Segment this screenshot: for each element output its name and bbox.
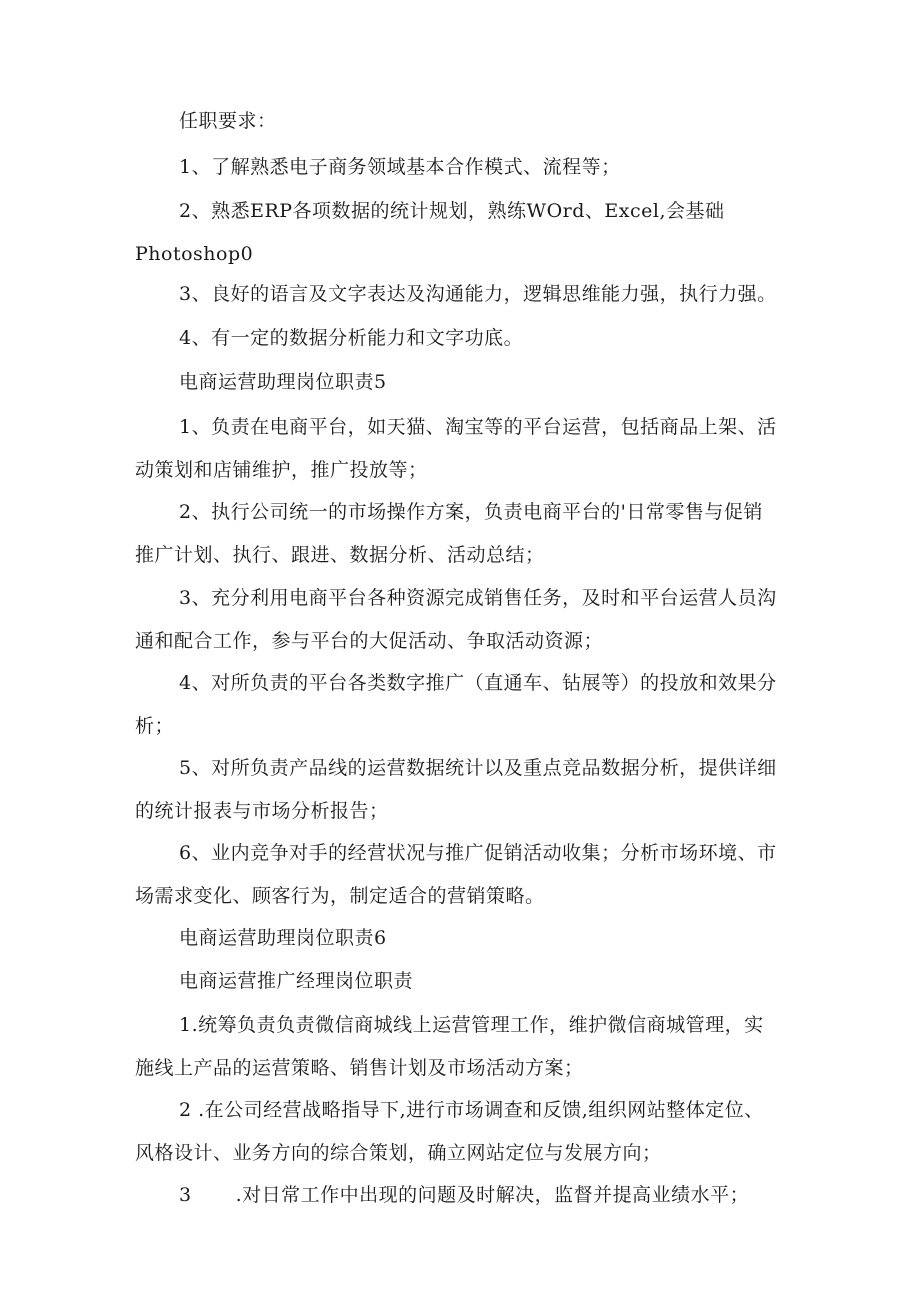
text-line: 4、对所负责的平台各类数字推广（直通车、钻展等）的投放和效果分 (179, 672, 777, 694)
text-line: 推广计划、执行、跟进、数据分析、活动总结； (135, 544, 545, 566)
item-text: .对日常工作中出现的问题及时解决，监督并提高业绩水平； (235, 1184, 750, 1206)
text-line: 的统计报表与市场分析报告； (135, 800, 389, 822)
paragraph-req-1 (135, 146, 795, 189)
paragraph-req-3 (135, 273, 795, 316)
text-line: 5、对所负责产品线的运营数据统计以及重点竞品数据分析，提供详细 (179, 757, 777, 779)
text-line: 风格设计、业务方向的综合策划，确立网站定位与发展方向； (135, 1142, 662, 1164)
text-line: 4、有一定的数据分析能力和文字功底。 (179, 327, 524, 349)
text-line: 施线上产品的运营策略、销售计划及市场活动方案； (135, 1057, 584, 1079)
text-line: 3、良好的语言及文字表达及沟通能力，逻辑思维能力强，执行力强。 (179, 283, 777, 305)
paragraph-requirements-heading (135, 100, 795, 143)
text-line: 2、熟悉ERP各项数据的统计规划，熟练WOrd、Excel,会基础 (179, 200, 725, 222)
text-line (135, 1174, 795, 1217)
text-line: Photoshop0 (135, 243, 254, 265)
paragraph-duty-2 (135, 491, 795, 577)
paragraph-mgr-3 (135, 1174, 795, 1217)
section-heading-manager (135, 960, 795, 1003)
paragraph-mgr-1 (135, 1004, 795, 1090)
paragraph-mgr-2 (135, 1089, 795, 1175)
text-line: 2、执行公司统一的市场操作方案，负责电商平台的'日常零售与促销 (179, 501, 763, 523)
text-line: 电商运营助理岗位职责5 (179, 371, 387, 393)
text-line: 6、业内竞争对手的经营状况与推广促销活动收集；分析市场环境、市 (179, 842, 777, 864)
paragraph-duty-6 (135, 832, 795, 918)
text-line: 电商运营推广经理岗位职责 (179, 970, 414, 992)
text-line: 动策划和店铺维护，推广投放等； (135, 459, 428, 481)
text-line: 3、充分利用电商平台各种资源完成销售任务，及时和平台运营人员沟 (179, 587, 777, 609)
section-heading-6 (135, 917, 795, 960)
section-heading-5 (135, 361, 795, 404)
paragraph-req-4 (135, 317, 795, 360)
text-line: 通和配合工作，参与平台的大促活动、争取活动资源； (135, 630, 604, 652)
text-line: 2 .在公司经营战略指导下,进行市场调查和反馈,组织网站整体定位、 (179, 1099, 764, 1121)
paragraph-duty-3 (135, 577, 795, 663)
text-line: 1、负责在电商平台，如天猫、淘宝等的平台运营，包括商品上架、活 (179, 416, 777, 438)
paragraph-duty-5 (135, 747, 795, 833)
text-line: 析； (135, 715, 175, 737)
text-line: 场需求变化、顾客行为，制定适合的营销策略。 (135, 885, 545, 907)
item-number: 3 (179, 1184, 192, 1206)
text-line: 电商运营助理岗位职责6 (179, 927, 387, 949)
paragraph-req-2 (135, 190, 795, 276)
text-line: 1、了解熟悉电子商务领域基本合作模式、流程等； (179, 156, 621, 178)
paragraph-duty-4 (135, 662, 795, 748)
text-line: 任职要求： (179, 110, 277, 132)
text-line: 1.统筹负责负责微信商城线上运营管理工作，维护微信商城管理，实 (179, 1014, 764, 1036)
paragraph-duty-1 (135, 406, 795, 492)
